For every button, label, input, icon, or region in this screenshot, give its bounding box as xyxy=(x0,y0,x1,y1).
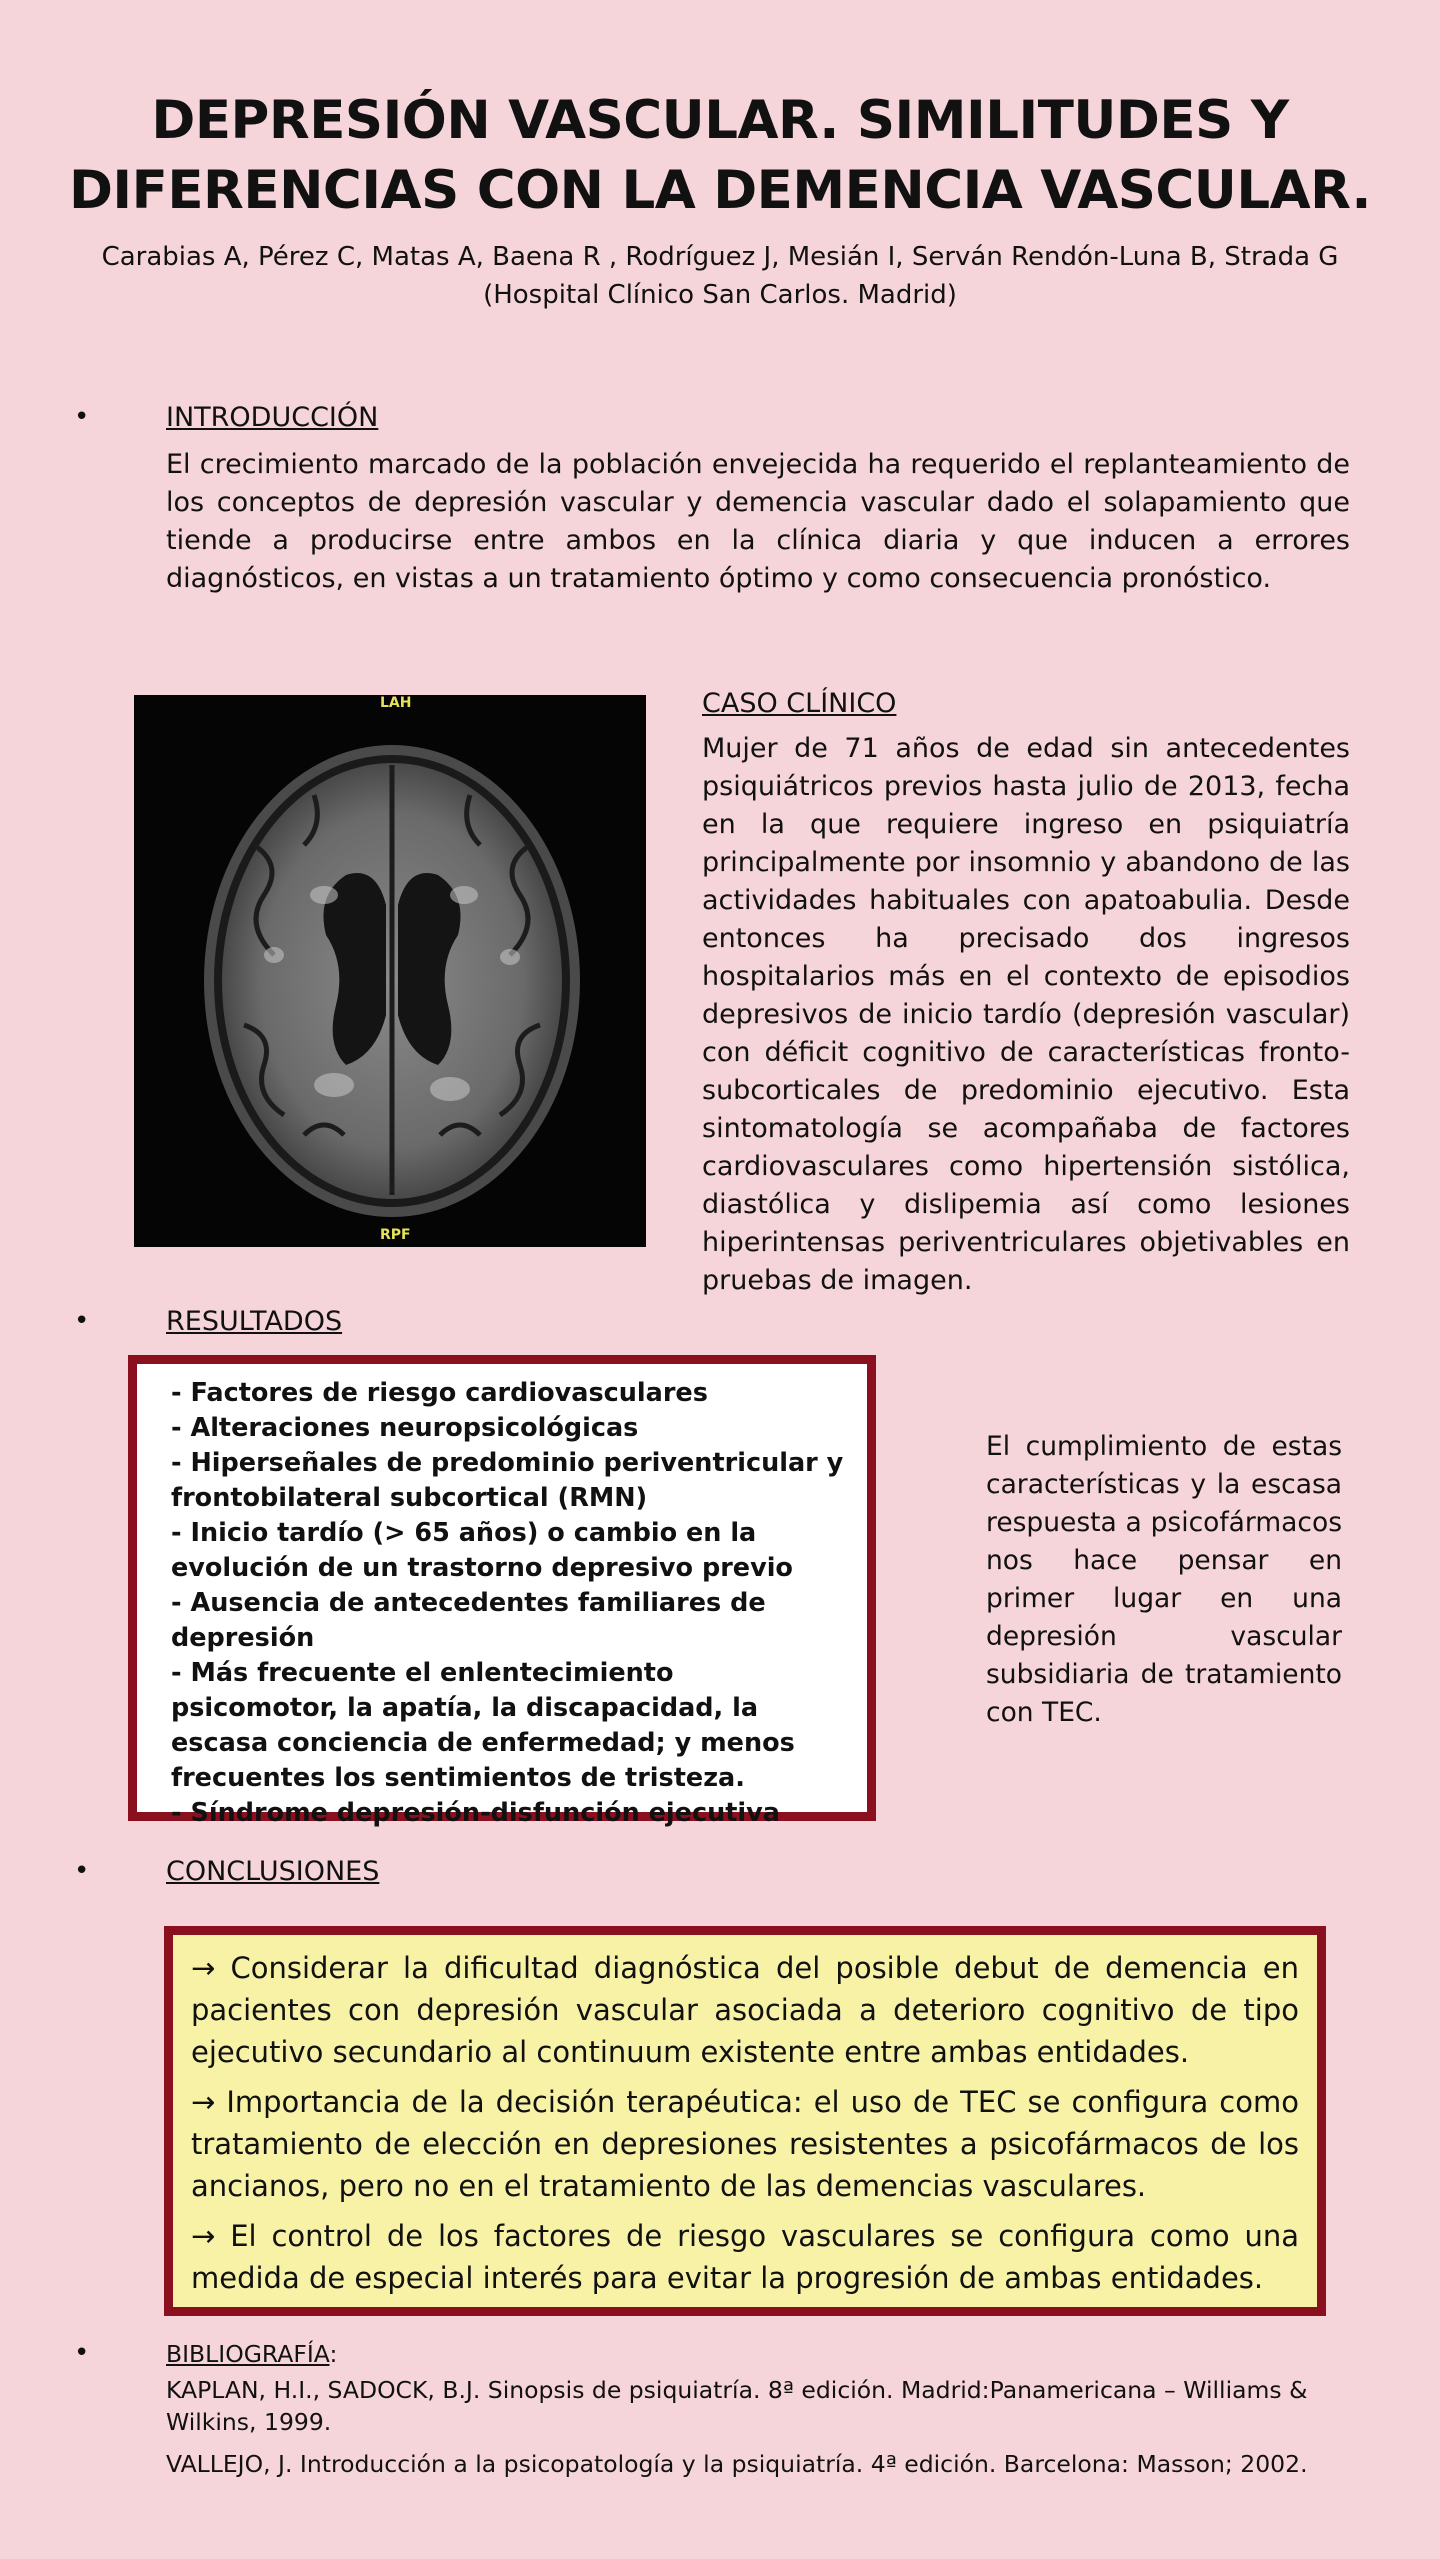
list-item: - Más frecuente el enlentecimiento psicomotor, la apatía, la discapacidad, la escasa conciencia de enfermedad; y menos frecuentes los sentimientos de tristeza. xyxy=(171,1658,795,1793)
caso-clinico-heading: CASO CLÍNICO xyxy=(702,688,897,719)
bibliografia-heading: BIBLIOGRAFÍA xyxy=(166,2340,330,2368)
authors-block xyxy=(40,238,1400,314)
mri-label-top: LAH xyxy=(380,695,412,711)
title-line-2: DIFERENCIAS CON LA DEMENCIA VASCULAR. xyxy=(68,160,1372,221)
conclusion-item: → El control de los factores de riesgo vasculares se configura como una medida de especial interés para evitar la progresión de ambas entidades. xyxy=(191,2219,1299,2295)
mri-brain-image xyxy=(134,695,646,1247)
arrow-right-icon: → xyxy=(191,1951,216,1985)
list-item: - Inicio tardío (> 65 años) o cambio en la evolución de un trastorno depresivo previo xyxy=(171,1518,793,1583)
resultados-list xyxy=(137,1364,867,1831)
conclusiones-box xyxy=(164,1926,1326,2316)
conclusiones-heading: CONCLUSIONES xyxy=(166,1856,380,1887)
authors: Carabias A, Pérez C, Matas A, Baena R , Rodríguez J, Mesián I, Serván Rendón-Luna B, Strada G xyxy=(101,242,1339,272)
bullet: • xyxy=(74,2338,90,2368)
resultados-heading: RESULTADOS xyxy=(166,1306,343,1337)
bullet: • xyxy=(74,1306,90,1336)
conclusion-item: → Importancia de la decisión terapéutica: el uso de TEC se configura como tratamiento de elección en depresiones resistentes a psicofármacos de los ancianos, pero no en el tratamiento de las demencias vasculares. xyxy=(191,2085,1299,2203)
affiliation: (Hospital Clínico San Carlos. Madrid) xyxy=(483,280,957,310)
bullet: • xyxy=(74,1856,90,1886)
introduccion-text: El crecimiento marcado de la población envejecida ha requerido el replanteamiento de los conceptos de depresión vascular y demencia vascular dado el solapamiento que tiende a producirse entre ambos en la clínica diaria y que inducen a errores diagnósticos, en vistas a un tratamiento óptimo y como consecuencia pronóstico. xyxy=(166,449,1350,594)
list-item: - Síndrome depresión-disfunción ejecutiva xyxy=(171,1798,780,1828)
list-item: - Ausencia de antecedentes familiares de depresión xyxy=(171,1588,766,1653)
bibliografia-heading-wrap: BIBLIOGRAFÍA: xyxy=(166,2340,338,2368)
bullet: • xyxy=(74,402,90,432)
brain-scan-icon xyxy=(134,695,646,1247)
arrow-right-icon: → xyxy=(191,2219,216,2253)
caso-clinico-text: Mujer de 71 años de edad sin antecedentes psiquiátricos previos hasta julio de 2013, fecha en la que requiere ingreso en psiquiatría principalmente por insomnio y abandono de las actividades habituales con apatoabulia. Desde entonces ha precisado dos ingresos hospitalarios más en el contexto de episodios depresivos de inicio tardío (depresión vascular) con déficit cognitivo de características fronto-subcorticales de predominio ejecutivo. Esta sintomatología se acompañaba de factores cardiovasculares como hipertensión sistólica, diastólica y dislipemia así como lesiones hiperintensas periventriculares objetivables en pruebas de imagen. xyxy=(702,733,1350,1296)
list-item: - Alteraciones neuropsicológicas xyxy=(171,1413,639,1443)
introduccion-heading: INTRODUCCIÓN xyxy=(166,402,379,433)
resultados-side-text: El cumplimiento de estas características y la escasa respuesta a psicofármacos nos hace pensar en primer lugar en una depresión vascular subsidiaria de tratamiento con TEC. xyxy=(986,1431,1342,1728)
conclusion-item: → Considerar la dificultad diagnóstica del posible debut de demencia en pacientes con depresión vascular asociada a deterioro cognitivo de tipo ejecutivo secundario al continuum existente entre ambas entidades. xyxy=(191,1951,1299,2069)
poster-title xyxy=(60,86,1380,226)
title-line-1: DEPRESIÓN VASCULAR. SIMILITUDES Y xyxy=(151,90,1289,151)
resultados-box xyxy=(128,1355,876,1828)
mri-label-bottom: RPF xyxy=(380,1227,411,1243)
reference-1: KAPLAN, H.I., SADOCK, B.J. Sinopsis de psiquiatría. 8ª edición. Madrid:Panamericana – Williams & Wilkins, 1999. xyxy=(166,2376,1308,2436)
reference-2: VALLEJO, J. Introducción a la psicopatología y la psiquiatría. 4ª edición. Barcelona: Masson; 2002. xyxy=(166,2450,1308,2478)
arrow-right-icon: → xyxy=(191,2085,216,2119)
list-item: - Factores de riesgo cardiovasculares xyxy=(171,1378,708,1408)
list-item: - Hiperseñales de predominio periventricular y frontobilateral subcortical (RMN) xyxy=(171,1448,844,1513)
